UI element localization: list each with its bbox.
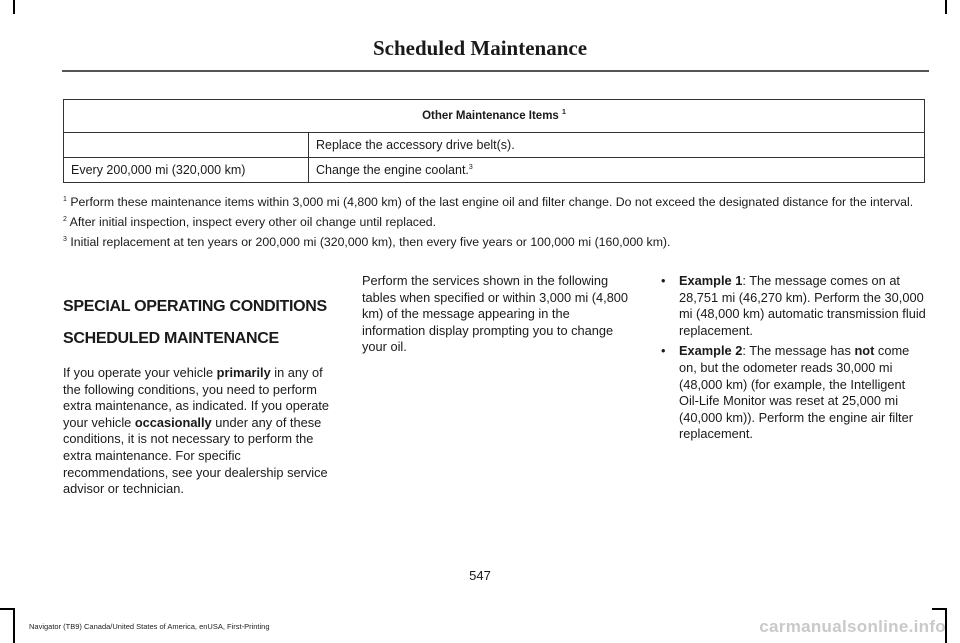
crop-mark-top-left xyxy=(13,0,15,14)
footnote-text: Initial replacement at ten years or 200,000 mi (320,000 km), then every five years or 100,000 mi (160,000 km). xyxy=(70,235,671,249)
intro-emphasis: primarily xyxy=(216,365,271,380)
services-paragraph: Perform the services shown in the following tables when specified or within 3,000 mi (4,800 km) of the message appearing in the information display prompting you to change your oil. xyxy=(362,273,629,355)
page-header-title: Scheduled Maintenance xyxy=(372,36,588,60)
footnote-number: 1 xyxy=(63,195,67,203)
table-item-text: Replace the accessory drive belt(s). xyxy=(316,138,515,152)
table-cell-interval xyxy=(64,133,309,158)
footer-text: Navigator (TB9) Canada/United States of America, enUSA, First-Printing xyxy=(29,622,270,631)
table-title-footnote-ref: 1 xyxy=(562,109,566,117)
crop-mark-bottom-left-horizontal xyxy=(0,608,15,610)
intro-text: in any of the following conditions, you need to perform extra maintenance, as indicated. If you operate your vehicle xyxy=(63,365,330,430)
example-text: : The message comes on at 28,751 mi (46,270 km). Perform the 30,000 mi (48,000 km) automatic transmission fluid replacement. xyxy=(679,273,926,338)
table-title-text: Other Maintenance Items xyxy=(422,110,559,122)
example-emphasis: not xyxy=(854,343,875,359)
intro-text: If you operate your vehicle xyxy=(63,365,217,380)
column-middle xyxy=(362,273,634,356)
table-cell-item xyxy=(309,158,925,183)
page-number: 547 xyxy=(469,568,491,583)
section-heading: SPECIAL OPERATING CONDITIONS xyxy=(63,298,327,315)
table-title xyxy=(64,100,925,133)
example-label: Example 1 xyxy=(679,273,743,288)
footnote-number: 2 xyxy=(63,215,67,223)
watermark: carmanualsonline.info xyxy=(759,617,946,636)
table-item-footnote-ref: 3 xyxy=(468,163,473,171)
intro-paragraph xyxy=(63,365,341,498)
bullet-icon: • xyxy=(661,343,666,359)
example-label: Example 2 xyxy=(679,343,743,359)
intro-text: under any of these conditions, it is not necessary to perform the extra maintenance. For specific recommendations, see your dealership service advisor or technician. xyxy=(63,414,328,497)
table-item-text: Change the engine coolant. xyxy=(316,163,469,177)
list-item xyxy=(660,273,928,339)
maintenance-table xyxy=(63,99,925,183)
table-cell-interval: Every 200,000 mi (320,000 km) xyxy=(64,158,309,183)
footnotes xyxy=(63,194,928,254)
bullet-icon: • xyxy=(661,273,666,288)
section-subheading: SCHEDULED MAINTENANCE xyxy=(63,330,279,347)
footnote xyxy=(63,214,928,231)
footnote xyxy=(63,194,928,211)
table-header-row xyxy=(64,100,925,133)
crop-mark-bottom-right-horizontal xyxy=(932,608,947,610)
list-item xyxy=(660,343,928,443)
header-divider xyxy=(62,70,929,72)
example-text: : The message has xyxy=(742,343,855,359)
column-right xyxy=(660,273,928,447)
crop-mark-top-right xyxy=(945,0,947,14)
example-text: come on, but the odometer reads 30,000 mi (48,000 km) (for example, the Intelligent Oil-Life Monitor was reset at 25,000 mi (40,000 km)). Perform the engine air filter replacement. xyxy=(679,343,913,442)
footnote xyxy=(63,234,928,251)
table-cell-item xyxy=(309,133,925,158)
intro-emphasis: occasionally xyxy=(134,414,212,430)
footnote-number: 3 xyxy=(63,235,67,243)
table-row xyxy=(64,133,925,158)
footnote-text: Perform these maintenance items within 3,000 mi (4,800 km) of the last engine oil and filter change. Do not exceed the designated distance for the interval. xyxy=(70,195,914,209)
footnote-text: After initial inspection, inspect every other oil change until replaced. xyxy=(69,215,437,229)
examples-list xyxy=(660,273,928,443)
column-left xyxy=(63,297,341,498)
crop-mark-bottom-left-vertical xyxy=(13,610,15,643)
table-row xyxy=(64,158,925,183)
